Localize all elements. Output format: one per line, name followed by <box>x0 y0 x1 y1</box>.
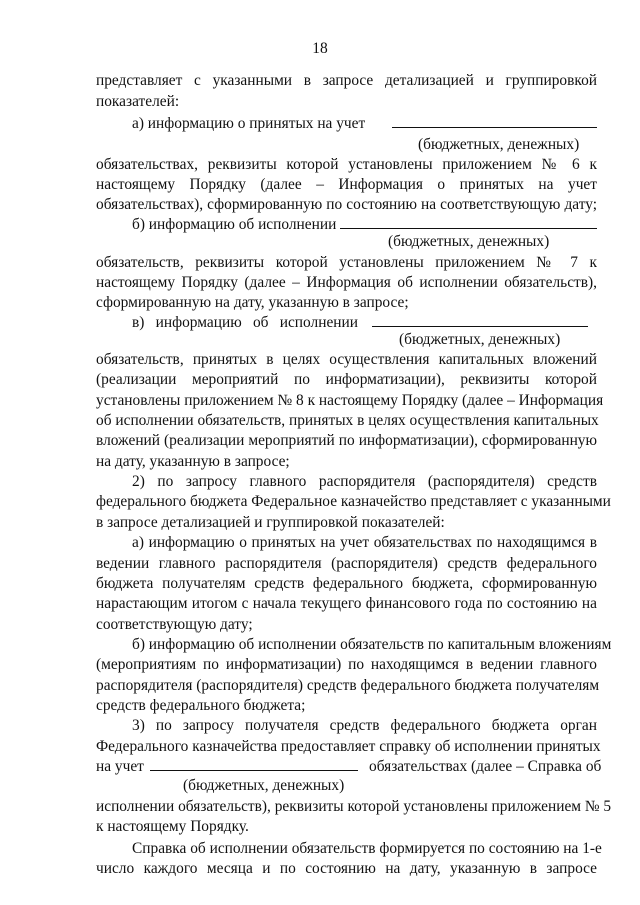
text-line: бюджета получателям средств федерального бюджета, сформированную <box>96 575 597 592</box>
blank-field <box>392 113 597 134</box>
text-line: обязательств, принятых в целях осуществления капитальных вложений <box>96 351 597 368</box>
text-line: к настоящему Порядку. <box>96 818 249 835</box>
blank-hint: (бюджетных, денежных) <box>399 331 561 348</box>
text-line: (реализации мероприятий по информатизации), реквизиты которой <box>96 371 597 388</box>
text-line: установлены приложением № 8 к настоящему Порядку (далее – Информация <box>96 392 604 409</box>
text-line: вложений (реализации мероприятий по информатизации), сформированную <box>96 432 597 449</box>
text-line: 2) по запросу главного распорядителя (распорядителя) средств <box>132 473 597 490</box>
text-line: на дату, указанную в запросе; <box>96 453 290 470</box>
text-line: настоящему Порядку (далее – Информация о принятых на учет <box>96 176 597 193</box>
blank-field <box>150 756 358 777</box>
text-line: а) информацию о принятых на учет <box>132 115 366 132</box>
text-line: в) информацию об исполнении <box>132 314 358 331</box>
text-line: б) информацию об исполнении <box>132 216 337 233</box>
text-line: на учет <box>96 758 144 775</box>
text-line: б) информацию об исполнении обязательств по капитальным вложениям <box>132 636 612 653</box>
text-line: число каждого месяца и по состоянию на дату, указанную в запросе <box>96 860 597 877</box>
text-line: обязательствах, реквизиты которой установлены приложением № 6 к <box>96 156 597 173</box>
text-line: обязательствах), сформированную по состоянию на соответствующую дату; <box>96 196 597 213</box>
text-line: представляет с указанными в запросе детализацией и группировкой <box>96 72 597 89</box>
blank-hint: (бюджетных, денежных) <box>183 777 345 794</box>
text-line: (мероприятиям по информатизации) по находящимся в ведении главного <box>96 656 597 673</box>
text-line: 3) по запросу получателя средств федерального бюджета орган <box>132 717 597 734</box>
text-line: а) информацию о принятых на учет обязательствах по находящимся в <box>132 534 597 551</box>
text-line: обязательств, реквизиты которой установлены приложением № 7 к <box>96 254 597 271</box>
text-line: распорядителя (распорядителя) средств федерального бюджета получателям <box>96 677 600 694</box>
text-line: Федерального казначейства предоставляет справку об исполнении принятых <box>96 738 601 755</box>
text-line: исполнении обязательств), реквизиты которой установлены приложением № 5 <box>96 798 612 815</box>
page-number: 18 <box>312 40 328 57</box>
text-line: показателей: <box>96 93 180 110</box>
text-line: соответствующую дату; <box>96 616 253 633</box>
text-line: обязательствах (далее – Справка об <box>369 758 602 775</box>
text-line: об исполнении обязательств, принятых в целях осуществления капитальных <box>96 412 599 429</box>
text-line: сформированную на дату, указанную в запросе; <box>96 294 409 311</box>
text-line: средств федерального бюджета; <box>96 697 306 714</box>
text-line: настоящему Порядку (далее – Информация об исполнении обязательств), <box>96 274 597 291</box>
blank-hint: (бюджетных, денежных) <box>388 233 550 250</box>
text-line: нарастающим итогом с начала текущего финансового года по состоянию на <box>96 595 597 612</box>
blank-hint: (бюджетных, денежных) <box>418 136 580 153</box>
text-line: ведении главного распорядителя (распорядителя) средств федерального <box>96 555 597 572</box>
text-line: в запросе детализацией и группировкой показателей: <box>96 514 445 531</box>
text-line: федерального бюджета Федеральное казначейство представляет с указанными <box>96 493 611 510</box>
text-line: Справка об исполнении обязательств формируется по состоянию на 1-е <box>132 840 602 857</box>
